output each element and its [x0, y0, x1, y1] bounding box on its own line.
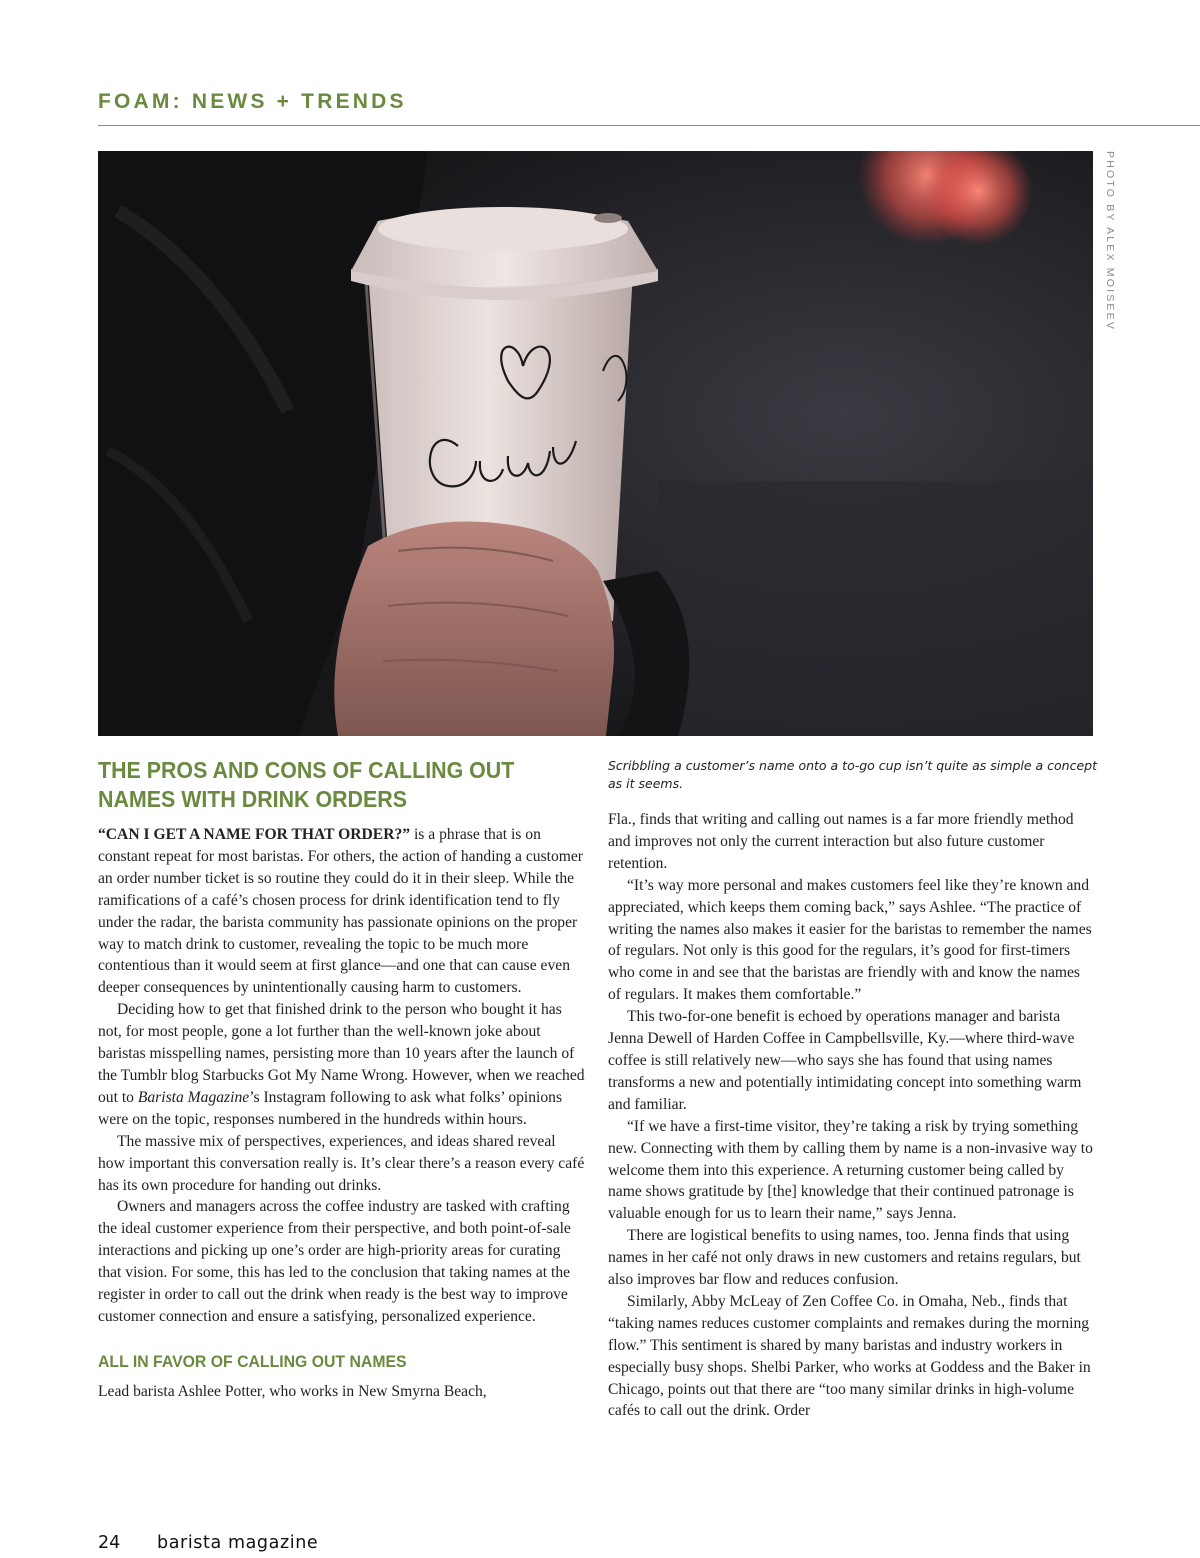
- section-header: FOAM: NEWS + TRENDS: [98, 90, 407, 113]
- magazine-title: Barista Magazine: [137, 1088, 250, 1106]
- paragraph-3: The massive mix of perspectives, experiences, and ideas shared reveal how important this conversation really is. It’s clear there’s a reason every café has its own procedure for handing out drinks.: [98, 1132, 585, 1194]
- magazine-name: barista magazine: [157, 1533, 319, 1553]
- paragraph-9: “If we have a first-time visitor, they’re taking a risk by trying something new. Connecting with them by calling them by name is a non-invasive way to welcome them into this experience. A returning customer being called by name shows gratitude by [the] knowledge that their continued patronage is valuable enough for us to learn their name,” says Jenna.: [608, 1117, 1093, 1223]
- paragraph-8: This two-for-one benefit is echoed by operations manager and barista Jenna Dewell of Harden Coffee in Campbellsville, Ky.—where third-wave coffee is still relatively new—who says she has found that using names transforms a new and potentially intimidating concept into something warm and familiar.: [608, 1008, 1082, 1113]
- paragraph-10: There are logistical benefits to using names, too. Jenna finds that using names in her café not only draws in new customers and retains regulars, but also improves bar flow and reduces confusion.: [608, 1227, 1081, 1289]
- right-column: [608, 809, 1096, 1422]
- lead-in: “CAN I GET A NAME FOR THAT ORDER?”: [98, 826, 411, 843]
- paragraph-1-text: is a phrase that is on constant repeat for most baristas. For others, the action of handing a customer an order number ticket is so routine they could do it in their sleep. While the ramifications of a café’s chosen process for drink identification tend to fly under the radar, the barista community has passionate opinions on the proper way to match drink to customer, revealing the topic to be much more contentious than it would seem at first glance—and one that can cause even deeper consequences by unintentionally causing harm to customers.: [98, 826, 584, 997]
- headline: THE PROS AND CONS OF CALLING OUT NAMES WITH DRINK ORDERS: [98, 757, 515, 812]
- paragraph-1: [98, 824, 586, 999]
- paragraph-2: Deciding how to get that finished drink to the person who bought it has not, for most people, gone a lot further than the well-known joke about baristas misspelling names, persisting more than 10 years after the launch of the Tumblr blog Starbucks Got My Name Wrong. However, when we reached out to Barista Magazine’s Instagram following to ask what folks’ opinions were on the topic, responses numbered in the hundreds within hours.: [98, 1001, 585, 1128]
- photo-caption: Scribbling a customer’s name onto a to-go cup isn’t quite as simple a concept as it seems.: [608, 758, 1097, 791]
- paragraph-5: Lead barista Ashlee Potter, who works in New Smyrna Beach,: [98, 1382, 487, 1400]
- subhead: ALL IN FAVOR OF CALLING OUT NAMES: [98, 1351, 407, 1371]
- photo-credit: PHOTO BY ALEX MOISEEV: [1104, 151, 1116, 332]
- paragraph-4: Owners and managers across the coffee industry are tasked with crafting the ideal customer experience from their perspective, and both point-of-sale interactions and picking up one’s order are high-priority areas for curating that vision. For some, this has led to the conclusion that taking names at the register in order to call out the drink when ready is the best way to improve customer connection and ensure a satisfying, personalized experience.: [98, 1198, 571, 1325]
- page-number: 24: [98, 1533, 121, 1553]
- article-photo: [98, 151, 1093, 736]
- left-column: [98, 824, 586, 1403]
- header-rule: [98, 125, 1200, 126]
- paragraph-6: Fla., finds that writing and calling out names is a far more friendly method and improves not only the current interaction but also future customer retention.: [608, 811, 1074, 872]
- paragraph-11: Similarly, Abby McLeay of Zen Coffee Co. in Omaha, Neb., finds that “taking names reduces customer complaints and remakes during the morning flow.” This sentiment is shared by many baristas and industry workers in especially busy shops. Shelbi Parker, who works at Goddess and the Baker in Chicago, points out that there are “too many similar drinks in high-volume cafés to call out the drink. Order: [608, 1292, 1091, 1420]
- paragraph-7: “It’s way more personal and makes customers feel like they’re known and appreciated, which keeps them coming back,” says Ashlee. “The practice of writing the names also makes it easier for the baristas to remember the names of regulars. Not only is this good for the regulars, it’s good for first-timers who come in and see that the baristas are friendly with and know the names of regulars. It makes them comfortable.”: [608, 876, 1092, 1004]
